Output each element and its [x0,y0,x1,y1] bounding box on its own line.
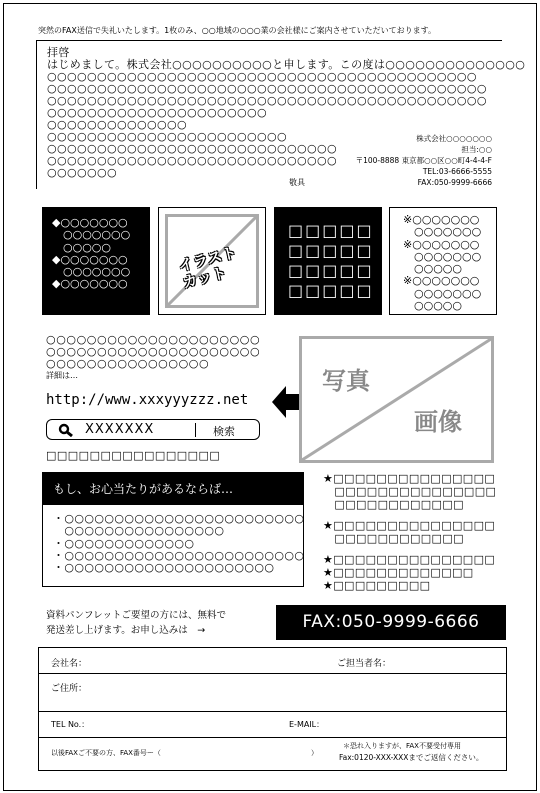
website-url[interactable]: http://www.xxxyyyzzz.net [46,392,249,408]
list-item: □□□□□□□□□□□□□□□ [323,485,497,498]
list-item: ・○○○○○○○○○○○○○○○○○○○○○ [53,561,275,575]
grid-box [274,207,382,315]
mid-line: ○○○○○○○○○○○○○○○○○○○○○ [46,345,261,358]
search-bar[interactable] [46,419,260,440]
list-item: ○○○○○○○ [403,225,482,239]
letter-line: ○○○○○○○○○○○○○○○○○○○○○○○○○○○○○○○○○○○○○○○○○○○ [47,70,477,83]
illustration-box [158,207,266,315]
list-item: ○○○○○○○ [403,286,482,300]
list-item: ○○○○○○○○○○○○○○○○ [53,524,225,538]
search-divider [195,423,196,437]
detail-label: 詳細は… [46,371,78,380]
tel-field-label: TEL No.： [51,720,90,729]
list-item: ○○○○○○○ [403,249,482,263]
list-item: ★□□□□□□□□□ [323,579,431,592]
letter-line: ○○○○○○○○○○○○○○○○○○○○○○○○○○○○○○○○○○○○○○○○○○○○ [47,94,487,107]
pamphlet-line: 資料パンフレットご要望の方には、無料で [46,610,227,621]
list-item: ○○○○○ [52,240,111,254]
sender-tel: TEL:03-6666-5555 [422,167,492,176]
intro-text: 突然のFAX送信で失礼いたします。1枚のみ、○○地域の○○○業の会社様にご案内させていただいております。 [38,26,437,35]
illustration-label: イラスト カット [176,243,239,292]
under-search-text: □□□□□□□□□□□□□□□□ [46,449,221,462]
mid-text [46,334,260,382]
list-item: ○○○○○○○ [52,265,131,279]
list-item: ★□□□□□□□□□□□□□□□ [323,519,496,532]
sender-address: 〒100-8888 東京都○○区○○町4-4-4-F [355,156,492,165]
list-item: ○○○○○○○ [52,228,131,242]
inquiry-heading: もし、お心当たりがあるならば… [43,473,303,505]
sender-fax: FAX:050-9999-6666 [417,178,492,187]
optout-paren: ） [311,749,318,757]
mid-line: ○○○○○○○○○○○○○○○○○○○○○ [46,333,261,346]
form-row-company [39,648,506,674]
search-button[interactable]: 検索 [213,425,235,438]
mid-line: ○○○○○○○○○○○○○○○○ [46,357,210,370]
email-field-label: E-MAIL： [289,720,325,729]
list-item: ※○○○○○○○ [403,237,480,251]
letter-line: ○○○○○○○○○○○○○○○○○○○○○○○○○○○○○ [47,142,337,155]
diagonal-line-icon [302,339,491,460]
image-label: 画像 [414,408,462,436]
letter-line: ○○○○○○○○○○○○○○○○○○○○○○ [47,106,267,119]
grid-row: □□□□□ [288,261,374,280]
list-item: ◆○○○○○○○ [52,277,128,291]
list-item: ★□□□□□□□□□□□□□□□ [323,472,496,485]
sender-person: 担当:○○ [461,145,492,154]
star-list [323,472,496,592]
sender-info [356,133,492,188]
pamphlet-text [46,608,226,638]
list-item: □□□□□□□□□□□□ [323,532,464,545]
list-item: ○○○○○ [403,299,462,313]
letter-block [36,40,526,189]
letter-line: ○○○○○○○○○○○○○○○○○○○○○○○○ [47,130,287,143]
contact-field-label: ご担当者名： [337,659,392,669]
list-item: ★□□□□□□□□□□□□□□□ [323,553,496,566]
optout-fax: Fax:0120-XXX-XXXまでご返信ください。 [339,753,484,762]
list-item: □□□□□□□□□□□□ [323,498,464,511]
list-item: ★□□□□□□□□□□□□□ [323,566,474,579]
list-item: ・○○○○○○○○○○○○○○○○○○○○○○○○ [53,548,305,562]
letter-line: ○○○○○○○○○○○○○○○○○○○○○○○○○○○○○○○○○○○○○○○○○○○○ [47,82,487,95]
feature-box-1 [42,207,150,315]
search-icon [58,423,74,437]
spacer [323,511,496,519]
sender-company: 株式会社○○○○○○○ [416,134,492,143]
notes-box [389,207,497,315]
list-item: ・○○○○○○○○○○○○○○○○○○○○○○○○ [53,512,305,525]
company-field-label: 会社名： [51,659,88,669]
letter-line: ○○○○○○○○○○○○○○○○○○○○○○○○○○○○○ [47,154,337,167]
letter-line: ○○○○○○○ [47,166,117,179]
photo-label: 写真 [322,367,370,395]
list-item: ※○○○○○○○ [403,274,480,288]
illustration-placeholder [165,214,259,308]
pamphlet-line: 発送差し上げます。お申し込みは → [46,625,206,636]
list-item: ※○○○○○○○ [403,213,480,226]
list-item: ◆○○○○○○○ [52,216,128,229]
list-item: ◆○○○○○○○ [52,252,128,266]
address-field-label: ご住所： [51,684,88,694]
grid-row: □□□□□ [288,221,374,240]
grid-row: □□□□□ [288,241,374,260]
letter-line: 拝啓 [47,46,70,59]
spacer [323,545,496,553]
inquiry-box [42,472,304,587]
reply-form [38,647,507,771]
arrow-left-icon [272,382,300,422]
form-row-contact [39,711,506,738]
letter-line: ○○○○○○○○○○○○○○ [47,118,187,131]
optout-label: 以後FAXご不要の方、FAX番号ー（ [51,749,161,757]
optout-note: ＊恐れ入りますが、FAX不要受付専用 [343,742,461,750]
form-row-optout [39,737,506,770]
letter-closing: 敬具 [289,178,305,187]
list-item: ・○○○○○○○○○○○○○ [53,536,195,550]
photo-placeholder [299,336,494,463]
grid-row: □□□□□ [288,281,374,300]
letter-line: はじめまして。株式会社○○○○○○○○○○と申します。この度は○○○○○○○○○○○○○○ [47,58,526,71]
fax-number-banner: FAX:050-9999-6666 [276,605,506,640]
list-item: ○○○○○ [403,262,462,276]
search-input[interactable]: XXXXXXX [85,422,155,437]
form-row-address [39,673,506,712]
